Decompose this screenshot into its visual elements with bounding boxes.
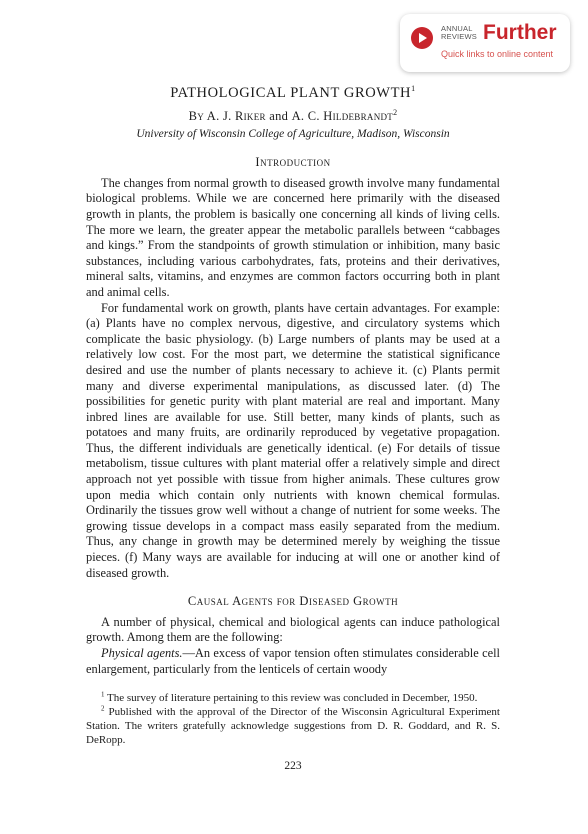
badge-brand — [441, 25, 477, 41]
affiliation: University of Wisconsin College of Agriculture, Madison, Wisconsin — [136, 127, 450, 140]
author-1: A. J. Riker — [206, 109, 266, 123]
section-heading-causal-agents: Causal Agents for Diseased Growth — [187, 594, 399, 609]
footnotes — [86, 691, 500, 747]
and-word: and — [265, 109, 292, 123]
article-title — [86, 86, 500, 106]
by-word: By — [188, 109, 207, 123]
brand-line-1: ANNUAL — [441, 24, 473, 33]
paragraph-4-text: —An excess of vapor tension often stimulates considerable cell enlargement, particularly from the lenticels of certain woody — [86, 646, 500, 676]
brand-line-2: REVIEWS — [441, 32, 477, 41]
badge-further-label: Further — [483, 21, 557, 44]
footnote-1 — [86, 691, 500, 705]
paragraph-4 — [86, 646, 500, 677]
article-page — [86, 80, 500, 775]
badge-subtitle: Quick links to online content — [441, 49, 554, 59]
title-footnote-mark[interactable]: 1 — [411, 84, 416, 94]
paragraph-3: A number of physical, chemical and biological agents can induce pathological growth. Among them are the following: — [86, 614, 500, 645]
physical-agents-lead: Physical agents. — [101, 646, 183, 660]
author-line — [86, 109, 500, 125]
paragraph-1: The changes from normal growth to diseased growth involve many fundamental biological problems. While we are concerned here primarily with the diseased growth in plants, the problem is basically one concerning all kinds of living cells. The more we learn, the greater appear the metabolic parallels between “cabbages and kings.” From the standpoints of growth stimulation or inhibition, many basic substances, including various carbohydrates, fats, proteins and their derivatives, mineral salts, vitamins, and enzymes are common factors occurring both in plant and animal cells. — [86, 175, 500, 299]
footnote-1-text: The survey of literature pertaining to this review was concluded in December, 1950. — [104, 692, 478, 705]
annual-reviews-further-badge[interactable] — [400, 14, 570, 72]
author-2: A. C. Hildebrandt — [291, 109, 394, 123]
footnote-2 — [86, 705, 500, 747]
author-footnote-mark[interactable]: 2 — [393, 107, 398, 117]
footnote-1-mark: 1 — [101, 690, 105, 699]
footnote-2-mark: 2 — [101, 704, 105, 713]
paragraph-2: For fundamental work on growth, plants have certain advantages. For example: (a) Plants have no complex nervous, digestive, and circulatory systems which complicate the basic physiology. (b) Large numbers of plants may be used at a relatively low cost. For the most part, we determine the statistical significance desired and use the number of plants necessary to achieve it. (c) Plants permit many and diverse experimental manipulations, as discussed later. (d) The possibilities for genetic purity with plant material are real and important. Many inbred lines are available for use. Still better, many kinds of plants, such as potatoes and many fruits, are ordinarily reproduced by vegetative propagation. Thus, the different individuals are genetically identical. (e) For details of tissue metabolism, tissue cultures with plant material offer a relatively simple and direct approach not yet possible with tissue from higher animals. These cultures grow upon media which contain only nutrients with known chemical formulas. Ordinarily the tissues grow well without a change of nutrient for some weeks. The growing tissue develops in a compact mass easily separated from the medium. Thus, any change in growth may be determined merely by weighing the tissue pieces. (f) Many ways are available for inducing at will one or another kind of diseased growth. — [86, 300, 500, 580]
section-heading-introduction: Introduction — [255, 155, 331, 170]
footnote-2-text: Published with the approval of the Director of the Wisconsin Agricultural Experiment Station. The writers gratefully acknowledge suggestions from D. R. Goddard, and R. S. DeRopp. — [86, 706, 500, 747]
page-number: 223 — [284, 760, 302, 773]
title-text: PATHOLOGICAL PLANT GROWTH — [170, 85, 412, 101]
play-icon — [411, 27, 433, 49]
